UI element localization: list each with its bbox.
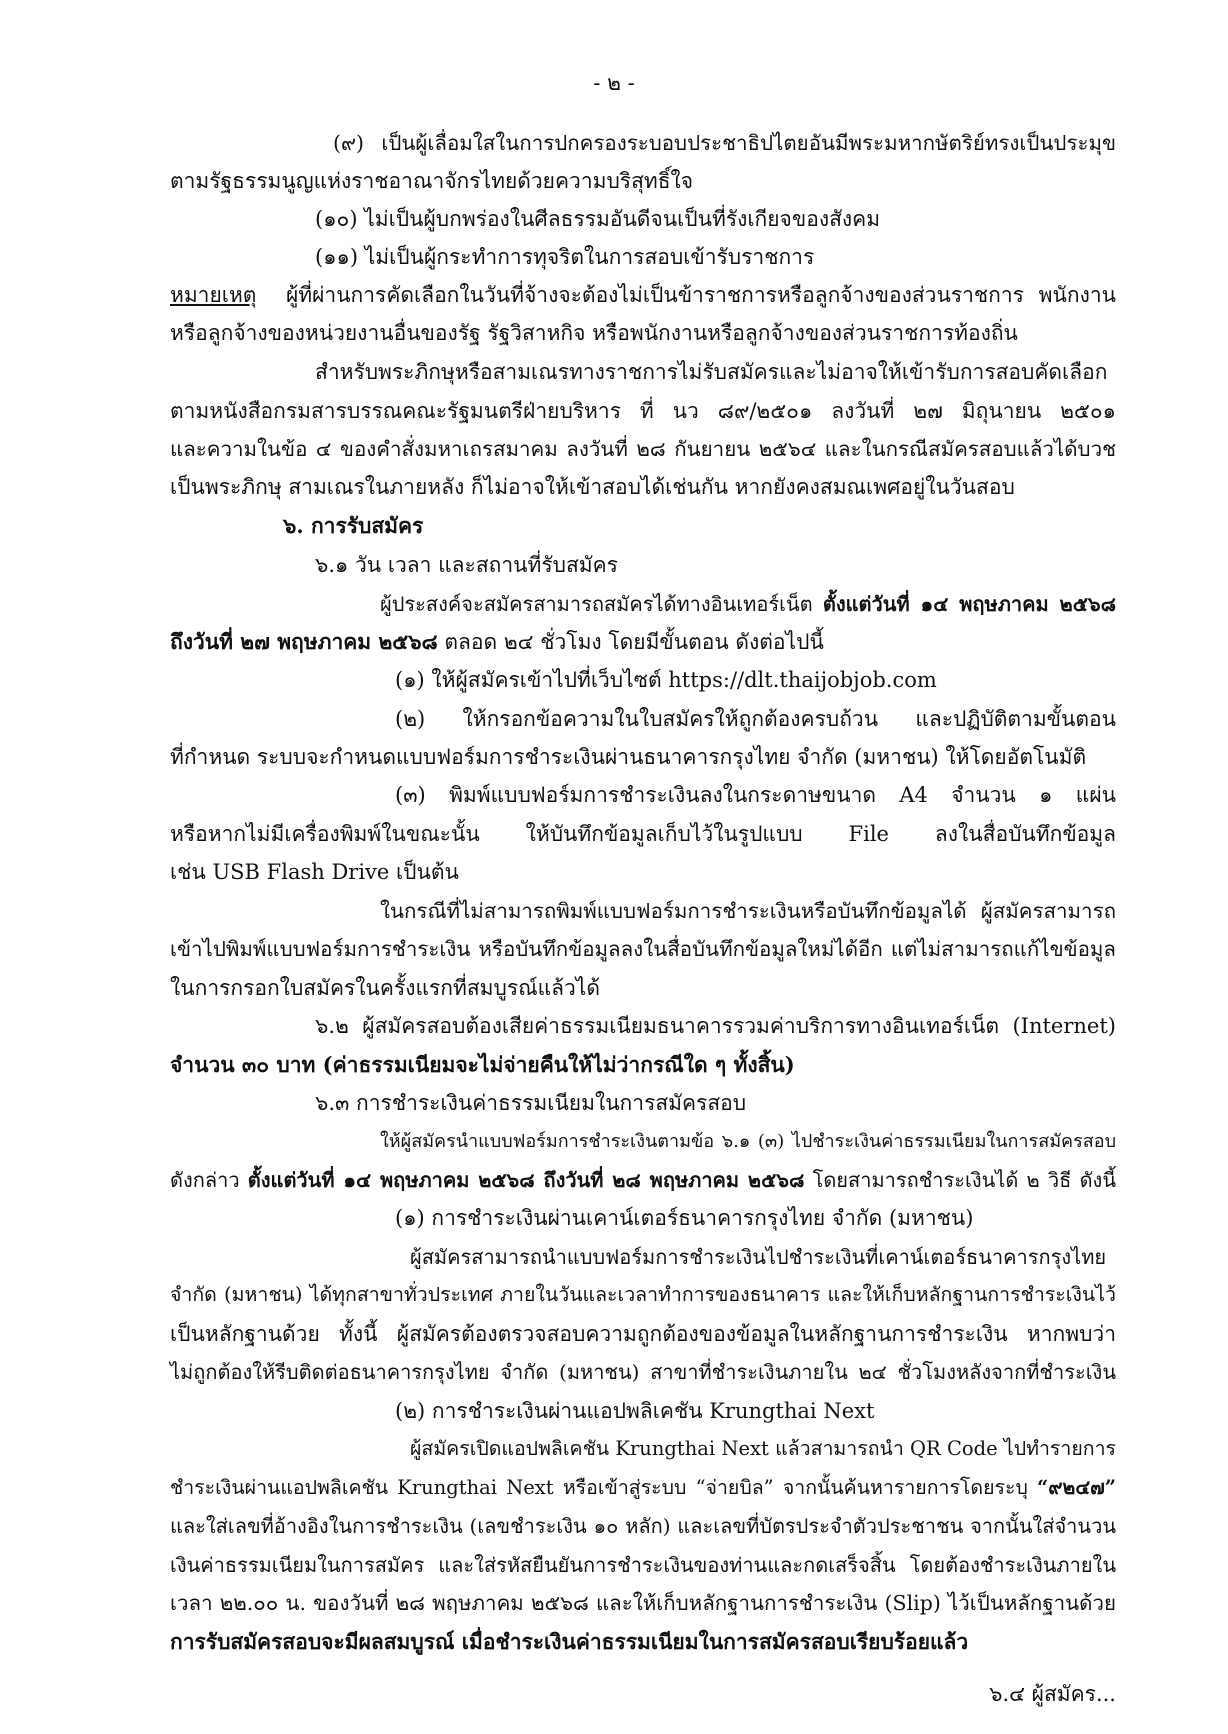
section-6-3-line-1: ให้ผู้สมัครนำแบบฟอร์มการชำระเงินตามข้อ ๖.๑ (๓) ไปชำระเงินค่าธรรมเนียมในการสมัครสอบ	[380, 1131, 1116, 1152]
section-6-1-line-1	[380, 589, 1116, 619]
step-2-line-1: (๒) ให้กรอกข้อความในใบสมัครให้ถูกต้องครบถ้วน และปฏิบัติตามขั้นตอน	[395, 707, 1116, 731]
payment-1-line-1: ผู้สมัครสามารถนำแบบฟอร์มการชำระเงินไปชำระเงินที่เคาน์เตอร์ธนาคารกรุงไทย	[410, 1245, 1107, 1269]
section-6-1-title: ๖.๑ วัน เวลา และสถานที่รับสมัคร	[315, 553, 618, 577]
monk-line-4: เป็นพระภิกษุ สามเณรในภายหลัง ก็ไม่อาจให้เข้าสอบได้เช่นกัน หากยังคงสมณเพศอยู่ในวันสอบ	[170, 475, 1015, 499]
registration-end-date: ถึงวันที่ ๒๗ พฤษภาคม ๒๕๖๘	[170, 629, 438, 654]
payment-2-text: ชำระเงินผ่านแอปพลิเคชัน Krungthai Next หรือเข้าสู่ระบบ “จ่ายบิล” จากนั้นค้นหารายการโดยระบุ	[170, 1476, 1037, 1499]
section-6-2-line-1: ๖.๒ ผู้สมัครสอบต้องเสียค่าธรรมเนียมธนาคารรวมค่าบริการทางอินเทอร์เน็ต (Internet)	[315, 1014, 1116, 1038]
step-3-line-3: เช่น USB Flash Drive เป็นต้น	[170, 860, 459, 884]
fail-line-3: ในการกรอกใบสมัครในครั้งแรกที่สมบูรณ์แล้วได้	[170, 976, 600, 1000]
fail-line-2: เข้าไปพิมพ์แบบฟอร์มการชำระเงิน หรือบันทึกข้อมูลลงในสื่อบันทึกข้อมูลใหม่ได้อีก แต่ไม่สามารถแก้ไขข้อมูล	[170, 937, 1116, 961]
payment-2-line-5: เวลา ๒๒.๐๐ น. ของวันที่ ๒๘ พฤษภาคม ๒๕๖๘ และให้เก็บหลักฐานการชำระเงิน (Slip) ไว้เป็นหลักฐานด้วย	[170, 1591, 1116, 1615]
step-2-line-2: ที่กำหนด ระบบจะกำหนดแบบฟอร์มการชำระเงินผ่านธนาคารกรุงไทย จำกัด (มหาชน) ให้โดยอัตโนมัติ	[170, 745, 1087, 769]
payment-2-line-3: และใส่เลขที่อ้างอิงในการชำระเงิน (เลขชำระเงิน ๑๐ หลัก) และเลขที่บัตรประจำตัวประชาชน จากนั้นใส่จำนวน	[170, 1514, 1116, 1538]
section-6-3-line-2	[170, 1165, 1116, 1195]
qualification-11: (๑๑) ไม่เป็นผู้กระทำการทุจริตในการสอบเข้ารับราชการ	[315, 245, 815, 269]
payment-1-line-2: จำกัด (มหาชน) ได้ทุกสาขาทั่วประเทศ ภายในวันและเวลาทำการของธนาคาร และให้เก็บหลักฐานการชำระเงินไว้	[170, 1283, 1116, 1306]
qualification-10: (๑๐) ไม่เป็นผู้บกพร่องในศีลธรรมอันดีจนเป็นที่รังเกียจของสังคม	[315, 207, 881, 231]
step-3-line-1: (๓) พิมพ์แบบฟอร์มการชำระเงินลงในกระดาษขนาด A4 จำนวน ๑ แผ่น	[395, 783, 1116, 807]
note-line-2: หรือลูกจ้างของหน่วยงานอื่นของรัฐ รัฐวิสาหกิจ หรือพนักงานหรือลูกจ้างของส่วนราชการท้องถิ่น	[170, 321, 1018, 345]
section-6-3-text: ดังกล่าว	[170, 1168, 248, 1192]
note-line-1	[170, 280, 1116, 310]
page-number: - ๒ -	[593, 71, 635, 95]
payment-2-title: (๒) การชำระเงินผ่านแอปพลิเคชัน Krungthai Next	[395, 1399, 875, 1423]
note-text: ผู้ที่ผ่านการคัดเลือกในวันที่จ้างจะต้องไม่เป็นข้าราชการหรือลูกจ้างของส่วนราชการ พนักงาน	[285, 283, 1116, 307]
section-6-1-line-2	[170, 627, 824, 657]
biller-code: “๙๒๔๗”	[1037, 1476, 1116, 1499]
registration-complete-note: การรับสมัครสอบจะมีผลสมบูรณ์ เมื่อชำระเงินค่าธรรมเนียมในการสมัครสอบเรียบร้อยแล้ว	[170, 1629, 969, 1654]
continuation-marker: ๖.๔ ผู้สมัคร...	[989, 1682, 1116, 1706]
section-6-heading: ๖. การรับสมัคร	[283, 513, 424, 538]
step-3-line-2: หรือหากไม่มีเครื่องพิมพ์ในขณะนั้น ให้บันทึกข้อมูลเก็บไว้ในรูปแบบ File ลงในสื่อบันทึกข้อมูล	[170, 822, 1116, 846]
note-label: หมายเหตุ	[170, 283, 257, 307]
section-6-3-title: ๖.๓ การชำระเงินค่าธรรมเนียมในการสมัครสอบ	[315, 1091, 747, 1115]
payment-1-line-3: เป็นหลักฐานด้วย ทั้งนี้ ผู้สมัครต้องตรวจสอบความถูกต้องของข้อมูลในหลักฐานการชำระเงิน หากพบว่า	[170, 1322, 1116, 1346]
registration-start-date: ตั้งแต่วันที่ ๑๔ พฤษภาคม ๒๕๖๘	[822, 592, 1116, 616]
section-6-2-line-2: จำนวน ๓๐ บาท (ค่าธรรมเนียมจะไม่จ่ายคืนให้ไม่ว่ากรณีใด ๆ ทั้งสิ้น)	[170, 1052, 795, 1077]
payment-2-line-2	[170, 1473, 1116, 1503]
payment-1-line-4: ไม่ถูกต้องให้รีบติดต่อธนาคารกรุงไทย จำกัด (มหาชน) สาขาที่ชำระเงินภายใน ๒๔ ชั่วโมงหลังจากที่ชำระเงิน	[170, 1360, 1116, 1384]
qualification-9-line-2: ตามรัฐธรรมนูญแห่งราชอาณาจักรไทยด้วยความบริสุทธิ์ใจ	[170, 169, 694, 193]
section-6-1-text-2: ตลอด ๒๔ ชั่วโมง โดยมีขั้นตอน ดังต่อไปนี้	[437, 630, 824, 654]
qualification-9-line-1: (๙) เป็นผู้เลื่อมใสในการปกครองระบอบประชาธิปไตยอันมีพระมหากษัตริย์ทรงเป็นประมุข	[333, 131, 1116, 155]
monk-line-2: ตามหนังสือกรมสารบรรณคณะรัฐมนตรีฝ่ายบริหาร ที่ นว ๘๙/๒๕๐๑ ลงวันที่ ๒๗ มิถุนายน ๒๕๐๑	[170, 399, 1116, 423]
payment-1-title: (๑) การชำระเงินผ่านเคาน์เตอร์ธนาคารกรุงไทย จำกัด (มหาชน)	[395, 1206, 974, 1230]
payment-2-line-4: เงินค่าธรรมเนียมในการสมัคร และใส่รหัสยืนยันการชำระเงินของท่านและกดเสร็จสิ้น โดยต้องชำระเงินภายใน	[170, 1553, 1116, 1577]
monk-line-1: สำหรับพระภิกษุหรือสามเณรทางราชการไม่รับสมัครและไม่อาจให้เข้ารับการสอบคัดเลือก	[315, 360, 1108, 384]
monk-line-3: และความในข้อ ๔ ของคำสั่งมหาเถรสมาคม ลงวันที่ ๒๘ กันยายน ๒๕๖๔ และในกรณีสมัครสอบแล้วได้บวช	[170, 437, 1116, 461]
section-6-1-text: ผู้ประสงค์จะสมัครสามารถสมัครได้ทางอินเทอร์เน็ต	[380, 592, 823, 616]
section-6-3-text-2: โดยสามารถชำระเงินได้ ๒ วิธี ดังนี้	[804, 1168, 1116, 1192]
step-1: (๑) ให้ผู้สมัครเข้าไปที่เว็บไซต์ https://dlt.thaijobjob.com	[395, 668, 937, 692]
fail-line-1: ในกรณีที่ไม่สามารถพิมพ์แบบฟอร์มการชำระเงินหรือบันทึกข้อมูลได้ ผู้สมัครสามารถ	[380, 899, 1116, 923]
payment-period: ตั้งแต่วันที่ ๑๔ พฤษภาคม ๒๕๖๘ ถึงวันที่ ๒๘ พฤษภาคม ๒๕๖๘	[247, 1168, 805, 1192]
payment-2-line-1: ผู้สมัครเปิดแอปพลิเคชัน Krungthai Next แล้วสามารถนำ QR Code ไปทำรายการ	[410, 1437, 1116, 1460]
